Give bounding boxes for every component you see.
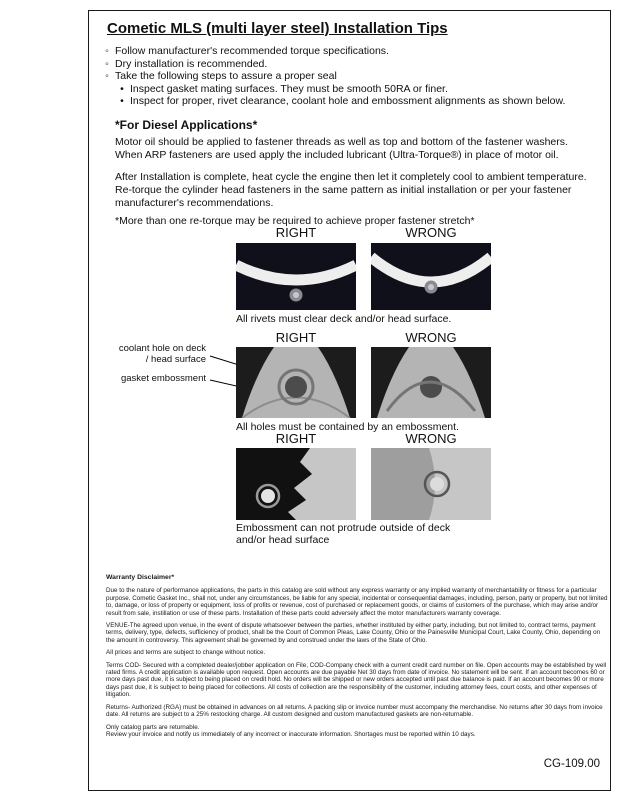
review-invoice-line: Review your invoice and notify us immediately of any incorrect or inaccurate information. Shortages must be reported within 10 days. xyxy=(106,730,476,738)
hole-not-contained-diagram xyxy=(371,347,491,418)
figure3-right-image xyxy=(236,448,356,520)
figure3-wrong-image xyxy=(371,448,491,520)
figure2-wrong-image xyxy=(371,347,491,418)
list-item-text: Take the following steps to assure a proper seal xyxy=(115,70,337,83)
embossment-inside-diagram xyxy=(236,448,356,520)
figure3-right-label: RIGHT xyxy=(275,431,317,446)
returns-paragraph: Returns- Authorized (RGA) must be obtained in advances on all returns. A packing slip or invoice number must accompany the merchandise. No returns after 30 days from invoice date. All returns are subject to a 25% restocking charge. All custom designed and custom manufactured gaskets are non-returnable. xyxy=(106,703,603,719)
hole-contained-diagram xyxy=(236,347,356,418)
tips-list xyxy=(103,45,598,108)
bullet-marker: • xyxy=(120,95,124,108)
embossment-protruding-diagram xyxy=(371,448,491,520)
venue-paragraph: VENUE-The agreed upon venue, in the event of dispute whatsoever between the parties, whether instituted by either party, including, but not limited to, contract terms, payment terms, delivery, type, defects, sufficiency of product, shall be the Court of Common Pleas, Lake County, Ohio or the Painesville Municipal Court, Lake County, Ohio, depending on the amount in controversy. This agreement shall be governed by and construed under the laws of the State of Ohio. xyxy=(106,622,601,644)
list-item-text: Inspect gasket mating surfaces. They must be smooth 50RA or finer. xyxy=(130,82,448,95)
figure1-right-label: RIGHT xyxy=(275,225,317,240)
figure1-wrong-image xyxy=(371,243,491,310)
warranty-heading: Warranty Disclaimer* xyxy=(106,574,175,581)
sub-list-item xyxy=(118,95,598,108)
figure2-wrong-label: WRONG xyxy=(405,330,457,345)
list-item-text: Dry installation is recommended. xyxy=(115,57,268,70)
retorque-note: *More than one re-torque may be required to achieve proper fastener stretch* xyxy=(115,215,475,227)
figure1-caption: All rivets must clear deck and/or head surface. xyxy=(236,313,452,325)
figure1-wrong-label: WRONG xyxy=(405,225,457,240)
diesel-paragraph-1: Motor oil should be applied to fastener threads as well as top and bottom of the fastener washers. When ARP fasteners are used apply the included lubricant (Ultra-Torque®) in place of motor oil. xyxy=(115,136,568,161)
warranty-section xyxy=(106,574,608,738)
terms-paragraph: Terms COD- Secured with a completed dealer/jobber application on File, COD-Company check with a current credit card number on file. Open accounts may be established by well rated firms. A credit application is available upon request. Open accounts are due payable Net 30 days from date of invoice. No statement will be sent. If an account becomes 60 or more days past due, it is subject to being placed on credit hold. No orders will be shipped or new orders accepted until past due balance is paid. If an account becomes 90 or more days past due, it is subject to being placed for collections. All costs of collection are the responsibility of the customer, including attorney fees, court costs, and other expenses of litigation. xyxy=(106,661,607,699)
rivet-contact-diagram xyxy=(371,243,491,310)
list-item xyxy=(103,58,598,71)
figure2-right-label: RIGHT xyxy=(275,330,317,345)
sub-list-item xyxy=(118,83,598,96)
prices-paragraph: All prices and terms are subject to change without notice. xyxy=(106,649,266,657)
figure1-right-image xyxy=(236,243,356,310)
page-code: CG-109.00 xyxy=(543,758,600,770)
bullet-marker: ◦ xyxy=(105,57,109,70)
bullet-marker: ◦ xyxy=(105,45,109,57)
rivet-clear-diagram xyxy=(236,243,356,310)
figure2-caption: All holes must be contained by an embossment. xyxy=(236,421,459,433)
diesel-applications-heading: *For Diesel Applications* xyxy=(115,118,258,132)
figure3-wrong-label: WRONG xyxy=(405,431,457,446)
gasket-embossment-annotation: gasket embossment xyxy=(120,373,206,384)
figure2-right-image xyxy=(236,347,356,418)
warranty-paragraph: Due to the nature of performance applications, the parts in this catalog are sold without any express warranty or any implied warranty of merchantability or fitness for a particular purpose. Cometic Gasket Inc., shall not, under any circumstances, be liable for any special, incidental or consequential damages, including, person, party or property, but not limited to, damage, or loss of property or equipment, loss of profits or revenue, cost of purchased or replacement goods, or claims of customers of the purchase, which may arise and/or result from sale, instillation or use of these parts. Installation of these parts could adversely affect the motor manufacturers warranty coverage. xyxy=(106,587,608,617)
catalog-parts-line: Only catalog parts are returnable. xyxy=(106,723,200,731)
figure3-caption: Embossment can not protrude outside of deck and/or head surface xyxy=(236,522,451,546)
bullet-marker: • xyxy=(120,82,124,95)
page-title: Cometic MLS (multi layer steel) Installation Tips xyxy=(107,20,448,37)
diesel-paragraph-2: After Installation is complete, heat cycle the engine then let it completely cool to ambient temperature. Re-torque the cylinder head fasteners in the same pattern as initial installation or per your fastener manufacturer's recommendations. xyxy=(115,171,587,209)
bullet-marker: ◦ xyxy=(105,70,109,83)
coolant-hole-annotation: coolant hole on deck / head surface xyxy=(118,343,206,365)
list-item-text: Follow manufacturer's recommended torque specifications. xyxy=(115,45,389,57)
list-item xyxy=(103,70,598,83)
list-item-text: Inspect for proper, rivet clearance, coolant hole and embossment alignments as shown below. xyxy=(130,95,566,108)
list-item xyxy=(103,45,598,58)
